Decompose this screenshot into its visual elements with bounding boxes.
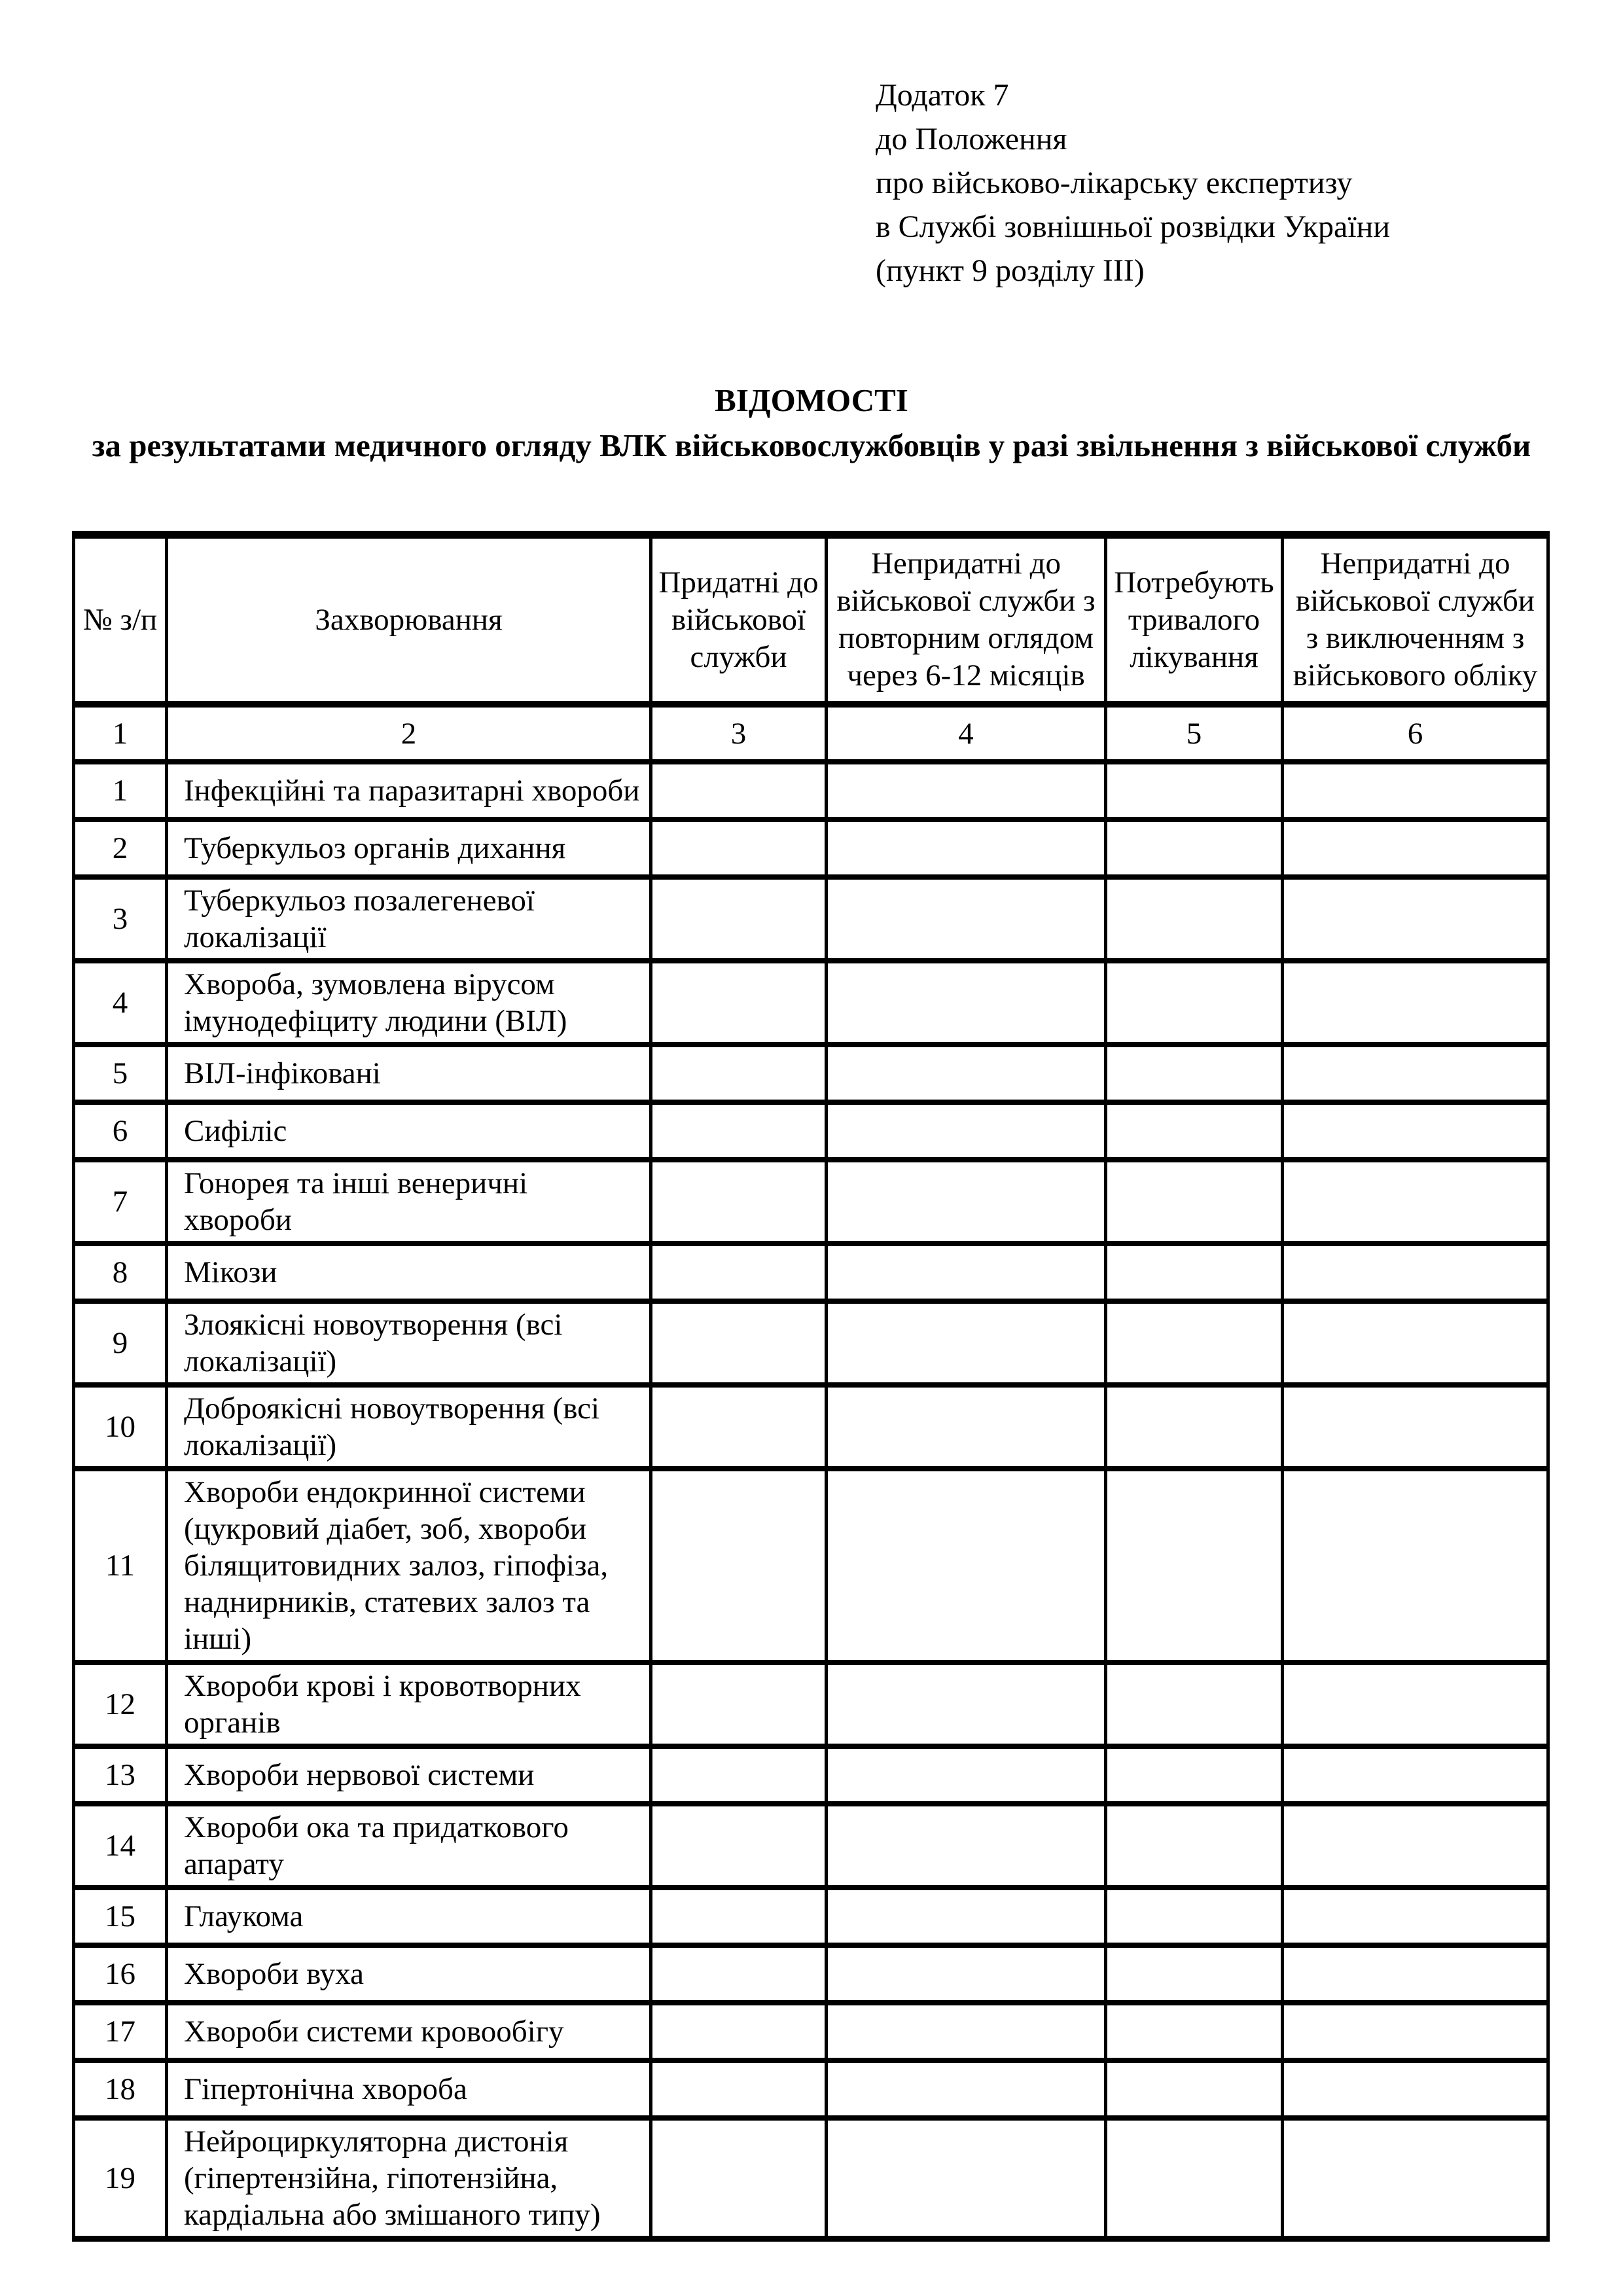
empty-value-cell <box>1283 1945 1548 2003</box>
appendix-line: до Положення <box>876 122 1067 156</box>
column-number-cell: 2 <box>167 704 651 762</box>
table-row <box>74 1746 1548 1804</box>
empty-value-cell <box>651 877 827 961</box>
header-disease: Захворювання <box>167 535 651 704</box>
empty-value-cell <box>1283 762 1548 819</box>
column-number-cell: 5 <box>1106 704 1283 762</box>
table-row <box>74 1804 1548 1888</box>
empty-value-cell <box>651 1469 827 1662</box>
disease-name-cell: Хвороби ендокринної системи (цукровий діабет, зоб, хвороби білящитовидних залоз, гіпофіза, наднирників, статевих залоз та інші) <box>167 1469 651 1662</box>
disease-name-cell: Хвороби крові і кровотворних органів <box>167 1662 651 1746</box>
disease-name-cell: Туберкульоз позалегеневої локалізації <box>167 877 651 961</box>
table-row <box>74 819 1548 877</box>
appendix-line: про військово-лікарську експертизу <box>876 166 1353 200</box>
disease-name-cell: ВІЛ-інфіковані <box>167 1045 651 1102</box>
table-row <box>74 1888 1548 1945</box>
row-number-cell: 9 <box>74 1301 167 1385</box>
disease-name-cell: Хвороби системи кровообігу <box>167 2003 651 2060</box>
document-subtitle: за результатами медичного огляду ВЛК військовослужбовців у разі звільнення з військової служби <box>92 427 1531 463</box>
empty-value-cell <box>651 2060 827 2118</box>
table-row <box>74 1385 1548 1469</box>
disease-name-cell: Хвороби ока та придаткового апарату <box>167 1804 651 1888</box>
row-number-cell: 10 <box>74 1385 167 1469</box>
disease-name-cell: Інфекційні та паразитарні хвороби <box>167 762 651 819</box>
empty-value-cell <box>1283 1469 1548 1662</box>
empty-value-cell <box>827 2118 1106 2239</box>
empty-value-cell <box>827 1160 1106 1244</box>
disease-name-cell: Нейроциркуляторна дистонія (гіпертензійна, гіпотензійна, кардіальна або змішаного типу) <box>167 2118 651 2239</box>
empty-value-cell <box>1283 1301 1548 1385</box>
column-number-cell: 6 <box>1283 704 1548 762</box>
empty-value-cell <box>827 1945 1106 2003</box>
empty-value-cell <box>1283 1746 1548 1804</box>
table-header-row <box>74 535 1548 704</box>
column-number-cell: 4 <box>827 704 1106 762</box>
row-number-cell: 19 <box>74 2118 167 2239</box>
header-unfit-reexamination: Непридатні до військової служби з повторним оглядом через 6-12 місяців <box>827 535 1106 704</box>
medical-examination-results-table <box>72 531 1550 2242</box>
row-number-cell: 3 <box>74 877 167 961</box>
empty-value-cell <box>651 2118 827 2239</box>
header-need-treatment: Потребують тривалого лікування <box>1106 535 1283 704</box>
header-fit-for-service: Придатні до військової служби <box>651 535 827 704</box>
empty-value-cell <box>1106 762 1283 819</box>
empty-value-cell <box>1106 877 1283 961</box>
disease-name-cell: Туберкульоз органів дихання <box>167 819 651 877</box>
column-numbers-row <box>74 704 1548 762</box>
empty-value-cell <box>1106 1160 1283 1244</box>
appendix-line: (пункт 9 розділу III) <box>876 253 1145 288</box>
row-number-cell: 2 <box>74 819 167 877</box>
column-number-cell: 1 <box>74 704 167 762</box>
empty-value-cell <box>827 1102 1106 1160</box>
empty-value-cell <box>651 1102 827 1160</box>
disease-name-cell: Хвороби вуха <box>167 1945 651 2003</box>
empty-value-cell <box>1283 1888 1548 1945</box>
empty-value-cell <box>827 961 1106 1045</box>
disease-name-cell: Доброякісні новоутворення (всі локалізації) <box>167 1385 651 1469</box>
empty-value-cell <box>1283 2118 1548 2239</box>
empty-value-cell <box>827 819 1106 877</box>
appendix-reference-block <box>876 0 1556 293</box>
empty-value-cell <box>1106 819 1283 877</box>
row-number-cell: 13 <box>74 1746 167 1804</box>
empty-value-cell <box>1283 961 1548 1045</box>
disease-name-cell: Сифіліс <box>167 1102 651 1160</box>
empty-value-cell <box>827 1469 1106 1662</box>
empty-value-cell <box>1283 1804 1548 1888</box>
empty-value-cell <box>651 1888 827 1945</box>
row-number-cell: 15 <box>74 1888 167 1945</box>
empty-value-cell <box>651 819 827 877</box>
table-row <box>74 877 1548 961</box>
table-row <box>74 961 1548 1045</box>
row-number-cell: 16 <box>74 1945 167 2003</box>
disease-name-cell: Мікози <box>167 1244 651 1301</box>
disease-name-cell: Злоякісні новоутворення (всі локалізації) <box>167 1301 651 1385</box>
empty-value-cell <box>827 1385 1106 1469</box>
row-number-cell: 18 <box>74 2060 167 2118</box>
empty-value-cell <box>1106 1888 1283 1945</box>
table-row <box>74 762 1548 819</box>
empty-value-cell <box>1283 1385 1548 1469</box>
row-number-cell: 6 <box>74 1102 167 1160</box>
disease-name-cell: Глаукома <box>167 1888 651 1945</box>
empty-value-cell <box>1106 1746 1283 1804</box>
empty-value-cell <box>651 762 827 819</box>
empty-value-cell <box>651 2003 827 2060</box>
empty-value-cell <box>827 762 1106 819</box>
empty-value-cell <box>1283 1160 1548 1244</box>
empty-value-cell <box>827 1804 1106 1888</box>
empty-value-cell <box>1106 2060 1283 2118</box>
empty-value-cell <box>651 1160 827 1244</box>
row-number-cell: 12 <box>74 1662 167 1746</box>
column-number-cell: 3 <box>651 704 827 762</box>
table-row <box>74 2060 1548 2118</box>
table-row <box>74 1301 1548 1385</box>
document-title-block <box>92 378 1531 468</box>
empty-value-cell <box>827 1746 1106 1804</box>
empty-value-cell <box>1283 1102 1548 1160</box>
row-number-cell: 1 <box>74 762 167 819</box>
empty-value-cell <box>651 1244 827 1301</box>
empty-value-cell <box>1106 2118 1283 2239</box>
appendix-line: Додаток 7 <box>876 78 1009 113</box>
empty-value-cell <box>1283 1244 1548 1301</box>
empty-value-cell <box>651 1662 827 1746</box>
disease-name-cell: Хвороби нервової системи <box>167 1746 651 1804</box>
disease-name-cell: Хвороба, зумовлена вірусом імунодефіциту людини (ВІЛ) <box>167 961 651 1045</box>
row-number-cell: 5 <box>74 1045 167 1102</box>
empty-value-cell <box>651 1301 827 1385</box>
row-number-cell: 14 <box>74 1804 167 1888</box>
disease-name-cell: Гонорея та інші венеричні хвороби <box>167 1160 651 1244</box>
empty-value-cell <box>1106 1945 1283 2003</box>
empty-value-cell <box>1283 1662 1548 1746</box>
row-number-cell: 7 <box>74 1160 167 1244</box>
empty-value-cell <box>1106 1469 1283 1662</box>
empty-value-cell <box>651 1385 827 1469</box>
row-number-cell: 11 <box>74 1469 167 1662</box>
empty-value-cell <box>827 877 1106 961</box>
empty-value-cell <box>1106 1385 1283 1469</box>
table-body <box>74 762 1548 2239</box>
empty-value-cell <box>1283 1045 1548 1102</box>
empty-value-cell <box>1283 2060 1548 2118</box>
document-title: ВІДОМОСТІ <box>715 382 908 418</box>
empty-value-cell <box>1106 961 1283 1045</box>
table-row <box>74 2003 1548 2060</box>
header-row-number: № з/п <box>74 535 167 704</box>
empty-value-cell <box>1106 1804 1283 1888</box>
table-row <box>74 1244 1548 1301</box>
disease-name-cell: Гіпертонічна хвороба <box>167 2060 651 2118</box>
empty-value-cell <box>827 1244 1106 1301</box>
table-header <box>74 535 1548 762</box>
table-row <box>74 1662 1548 1746</box>
appendix-line: в Службі зовнішньої розвідки України <box>876 209 1391 244</box>
empty-value-cell <box>1106 1244 1283 1301</box>
header-unfit-excluded: Непридатні до військової служби з виключенням з військового обліку <box>1283 535 1548 704</box>
table-row <box>74 1469 1548 1662</box>
empty-value-cell <box>1283 877 1548 961</box>
table-row <box>74 1045 1548 1102</box>
empty-value-cell <box>1283 2003 1548 2060</box>
table-row <box>74 1945 1548 2003</box>
row-number-cell: 8 <box>74 1244 167 1301</box>
table-row <box>74 1160 1548 1244</box>
empty-value-cell <box>651 1945 827 2003</box>
empty-value-cell <box>1106 2003 1283 2060</box>
table-row <box>74 2118 1548 2239</box>
empty-value-cell <box>827 1662 1106 1746</box>
empty-value-cell <box>827 1045 1106 1102</box>
empty-value-cell <box>1106 1045 1283 1102</box>
row-number-cell: 17 <box>74 2003 167 2060</box>
table-row <box>74 1102 1548 1160</box>
row-number-cell: 4 <box>74 961 167 1045</box>
empty-value-cell <box>1106 1102 1283 1160</box>
empty-value-cell <box>827 2060 1106 2118</box>
empty-value-cell <box>827 1301 1106 1385</box>
empty-value-cell <box>1283 819 1548 877</box>
empty-value-cell <box>651 1746 827 1804</box>
empty-value-cell <box>827 2003 1106 2060</box>
empty-value-cell <box>651 1045 827 1102</box>
empty-value-cell <box>651 961 827 1045</box>
empty-value-cell <box>651 1804 827 1888</box>
empty-value-cell <box>1106 1301 1283 1385</box>
empty-value-cell <box>1106 1662 1283 1746</box>
empty-value-cell <box>827 1888 1106 1945</box>
